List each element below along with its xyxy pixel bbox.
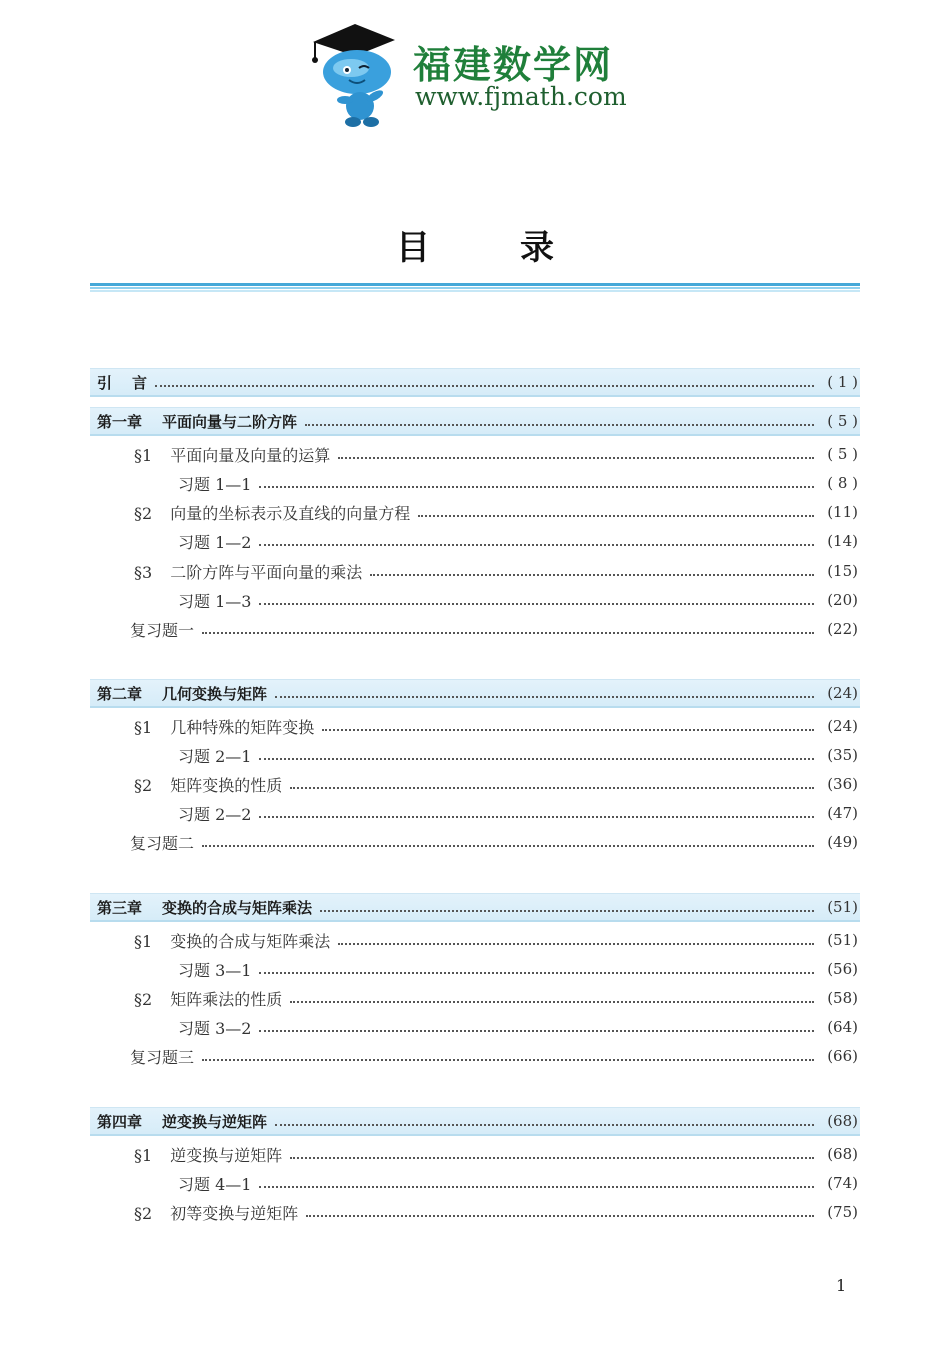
entry-label: 习题 2—2 [178,804,252,824]
page-number: 1 [836,1276,847,1295]
toc-entry-title [90,560,366,583]
toc-chapter-row[interactable] [90,679,860,708]
toc-entry-title [90,1201,302,1224]
page-reference: (35) [827,746,858,764]
toc-section-row[interactable] [90,985,860,1011]
entry-label: 复习题二 [130,833,195,853]
dot-leader [370,572,814,576]
toc-exercise-row[interactable] [90,742,860,768]
toc-entry-title [90,472,255,495]
toc-entry-title [90,443,334,466]
toc-exercise-row[interactable] [90,1170,860,1196]
page-reference: (14) [827,532,858,550]
toc-entry-title [90,897,316,918]
page-reference: (49) [827,833,858,851]
dot-leader [290,999,814,1003]
toc-section-row[interactable] [90,499,860,525]
dot-leader [259,814,814,818]
entry-label: 言 [132,373,148,392]
page-reference: ( 8 ) [827,474,858,492]
toc-entry-title [90,1016,255,1039]
entry-label: 几何变换与矩阵 [162,684,268,703]
toc-section-row[interactable] [90,1141,860,1167]
entry-label: 习题 3—2 [178,1018,252,1038]
toc-entry-title [90,987,286,1010]
section-number: §1 [134,1145,153,1165]
dot-leader [259,756,814,760]
dot-leader [259,484,814,488]
toc-entry-title [90,372,151,393]
section-number: §1 [134,445,153,465]
dot-leader [290,785,814,789]
page-reference: (58) [827,989,858,1007]
dot-leader [155,383,814,387]
entry-label: 习题 1—3 [178,591,252,611]
entry-label: 二阶方阵与平面向量的乘法 [170,562,363,582]
site-logo [305,22,645,132]
chapter-number: 第四章 [97,1112,143,1131]
toc-exercise-row[interactable] [90,528,860,554]
chapter-number: 第一章 [97,412,143,431]
title-divider [90,283,860,292]
chapter-number: 第二章 [97,684,143,703]
entry-label: 复习题一 [130,620,195,640]
entry-label: 习题 4—1 [178,1174,252,1194]
toc-review-row[interactable] [90,829,860,855]
toc-entry-title [90,589,255,612]
dot-leader [322,727,814,731]
toc-exercise-row[interactable] [90,587,860,613]
dot-leader [259,601,814,605]
page-reference: (20) [827,591,858,609]
graduation-cap-mascot-icon [305,22,415,132]
dot-leader [306,1213,814,1217]
page-reference: (74) [827,1174,858,1192]
dot-leader [259,1184,814,1188]
page-reference: (51) [827,931,858,949]
toc-entry-title [90,744,255,767]
page-reference: ( 5 ) [827,412,858,430]
page-reference: (24) [827,684,858,702]
page-reference: (75) [827,1203,858,1221]
section-number: §2 [134,989,153,1009]
page-reference: (66) [827,1047,858,1065]
page-reference: (11) [827,503,858,521]
dot-leader [202,630,814,634]
entry-label: 变换的合成与矩阵乘法 [170,931,331,951]
toc-entry-title [90,773,286,796]
toc-entry-title [90,1045,198,1068]
section-number: §2 [134,775,153,795]
page-reference: (68) [827,1112,858,1130]
entry-label: 习题 1—1 [178,474,252,494]
section-number: §3 [134,562,153,582]
toc-chapter-row[interactable] [90,407,860,436]
toc-entry-title [90,1172,255,1195]
toc-review-row[interactable] [90,616,860,642]
page-reference: (64) [827,1018,858,1036]
page-reference: ( 5 ) [827,445,858,463]
logo-name: 福建数学网 [413,43,614,87]
dot-leader [320,908,814,912]
toc-entry-title [90,501,414,524]
section-number: §2 [134,1203,153,1223]
toc-exercise-row[interactable] [90,800,860,826]
dot-leader [259,542,814,546]
page-reference: ( 1 ) [827,373,858,391]
page-reference: (22) [827,620,858,638]
dot-leader [259,1028,814,1032]
toc-exercise-row[interactable] [90,956,860,982]
entry-label: 复习题三 [130,1047,195,1067]
toc-entry-title [90,1143,286,1166]
page-reference: (24) [827,717,858,735]
dot-leader [275,1122,814,1126]
page-reference: (68) [827,1145,858,1163]
dot-leader [338,941,814,945]
entry-label: 平面向量及向量的运算 [170,445,331,465]
dot-leader [305,422,814,426]
toc-section-row[interactable] [90,441,860,467]
page-reference: (15) [827,562,858,580]
dot-leader [202,1057,814,1061]
toc-entry-title [90,929,334,952]
toc-entry-title [90,530,255,553]
logo-url: www.fjmath.com [415,82,627,111]
entry-label: 变换的合成与矩阵乘法 [162,898,313,917]
toc-exercise-row[interactable] [90,1014,860,1040]
toc-chapter-row[interactable] [90,893,860,922]
entry-label: 逆变换与逆矩阵 [170,1145,283,1165]
page-reference: (47) [827,804,858,822]
entry-label: 初等变换与逆矩阵 [170,1203,299,1223]
page-reference: (51) [827,898,858,916]
chapter-number: 第三章 [97,898,143,917]
dot-leader [290,1155,814,1159]
toc-entry-title [90,411,301,432]
toc-entry-title [90,831,198,854]
toc-exercise-row[interactable] [90,470,860,496]
entry-label: 矩阵变换的性质 [170,775,283,795]
toc-entry-title [90,618,198,641]
toc-section-row[interactable] [90,1199,860,1225]
toc-entry-title [90,802,255,825]
toc-section-row[interactable] [90,927,860,953]
entry-label: 向量的坐标表示及直线的向量方程 [170,503,411,523]
dot-leader [202,843,814,847]
toc-chapter-row[interactable] [90,1107,860,1136]
dot-leader [418,513,814,517]
entry-label: 平面向量与二阶方阵 [162,412,298,431]
chapter-number: 引 [97,373,113,392]
page-reference: (56) [827,960,858,978]
section-number: §2 [134,503,153,523]
entry-label: 几种特殊的矩阵变换 [170,717,315,737]
toc-entry-title [90,715,318,738]
toc-section-row[interactable] [90,771,860,797]
toc-section-row[interactable] [90,713,860,739]
toc-section-row[interactable] [90,558,860,584]
toc-review-row[interactable] [90,1043,860,1069]
toc-entry-title [90,958,255,981]
entry-label: 习题 2—1 [178,746,252,766]
entry-label: 矩阵乘法的性质 [170,989,283,1009]
page-reference: (36) [827,775,858,793]
dot-leader [338,455,814,459]
entry-label: 逆变换与逆矩阵 [162,1112,268,1131]
section-number: §1 [134,931,153,951]
dot-leader [275,694,814,698]
toc-chapter-row[interactable] [90,368,860,397]
page-title: 目录 [396,228,644,268]
dot-leader [259,970,814,974]
toc-entry-title [90,683,271,704]
toc-entry-title [90,1111,271,1132]
section-number: §1 [134,717,153,737]
entry-label: 习题 3—1 [178,960,252,980]
entry-label: 习题 1—2 [178,532,252,552]
